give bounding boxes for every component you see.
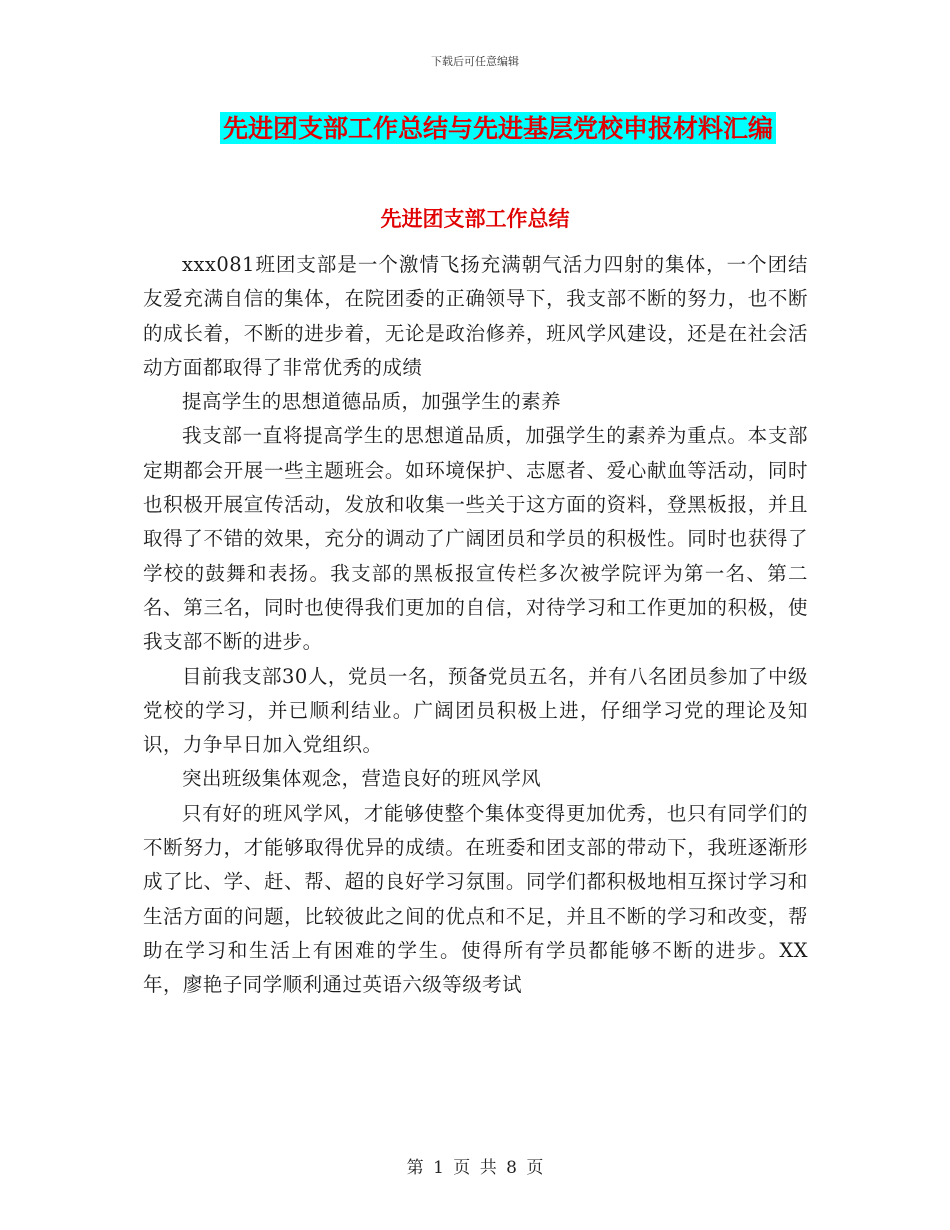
paragraph: 目前我支部30人，党员一名，预备党员五名，并有八名团员参加了中级党校的学习，并已顺利结业。广阔团员积极上进，仔细学习党的理论及知识，力争早日加入党组织。 xyxy=(143,664,808,757)
body-text xyxy=(143,248,808,1003)
paragraph-heading: 提高学生的思想道德品质，加强学生的素养 xyxy=(182,390,562,414)
paragraph-heading: 突出班级集体观念，营造良好的班风学风 xyxy=(182,767,542,791)
main-title-wrap xyxy=(0,112,950,144)
section-title: 先进团支部工作总结 xyxy=(380,206,570,231)
paragraph: 我支部一直将提高学生的思想道品质，加强学生的素养为重点。本支部定期都会开展一些主题班会。如环境保护、志愿者、爱心献血等活动，同时也积极开展宣传活动，发放和收集一些关于这方面的资料，登黑板报，并且取得了不错的效果，充分的调动了广阔团员和学员的积极性。同时也获得了学校的鼓舞和表扬。我支部的黑板报宣传栏多次被学院评为第一名、第二名、第三名，同时也使得我们更加的自信，对待学习和工作更加的积极，使我支部不断的进步。 xyxy=(143,424,808,654)
paragraph: xxx081班团支部是一个激情飞扬充满朝气活力四射的集体，一个团结友爱充满自信的集体，在院团委的正确领导下，我支部不断的努力，也不断的成长着，不断的进步着，无论是政治修养，班风学风建设，还是在社会活动方面都取得了非常优秀的成绩 xyxy=(143,253,808,379)
main-title: 先进团支部工作总结与先进基层党校申报材料汇编 xyxy=(220,112,776,144)
page-footer: 第 1 页 共 8 页 xyxy=(406,1158,544,1178)
header-note: 下载后可任意编辑 xyxy=(431,55,519,68)
paragraph: 只有好的班风学风，才能够使整个集体变得更加优秀，也只有同学们的不断努力，才能够取得优异的成绩。在班委和团支部的带动下，我班逐渐形成了比、学、赶、帮、超的良好学习氛围。同学们都积极地相互探讨学习和生活方面的问题，比较彼此之间的优点和不足，并且不断的学习和改变，帮助在学习和生活上有困难的学生。使得所有学员都能够不断的进步。XX年，廖艳子同学顺利通过英语六级等级考试 xyxy=(143,801,808,997)
